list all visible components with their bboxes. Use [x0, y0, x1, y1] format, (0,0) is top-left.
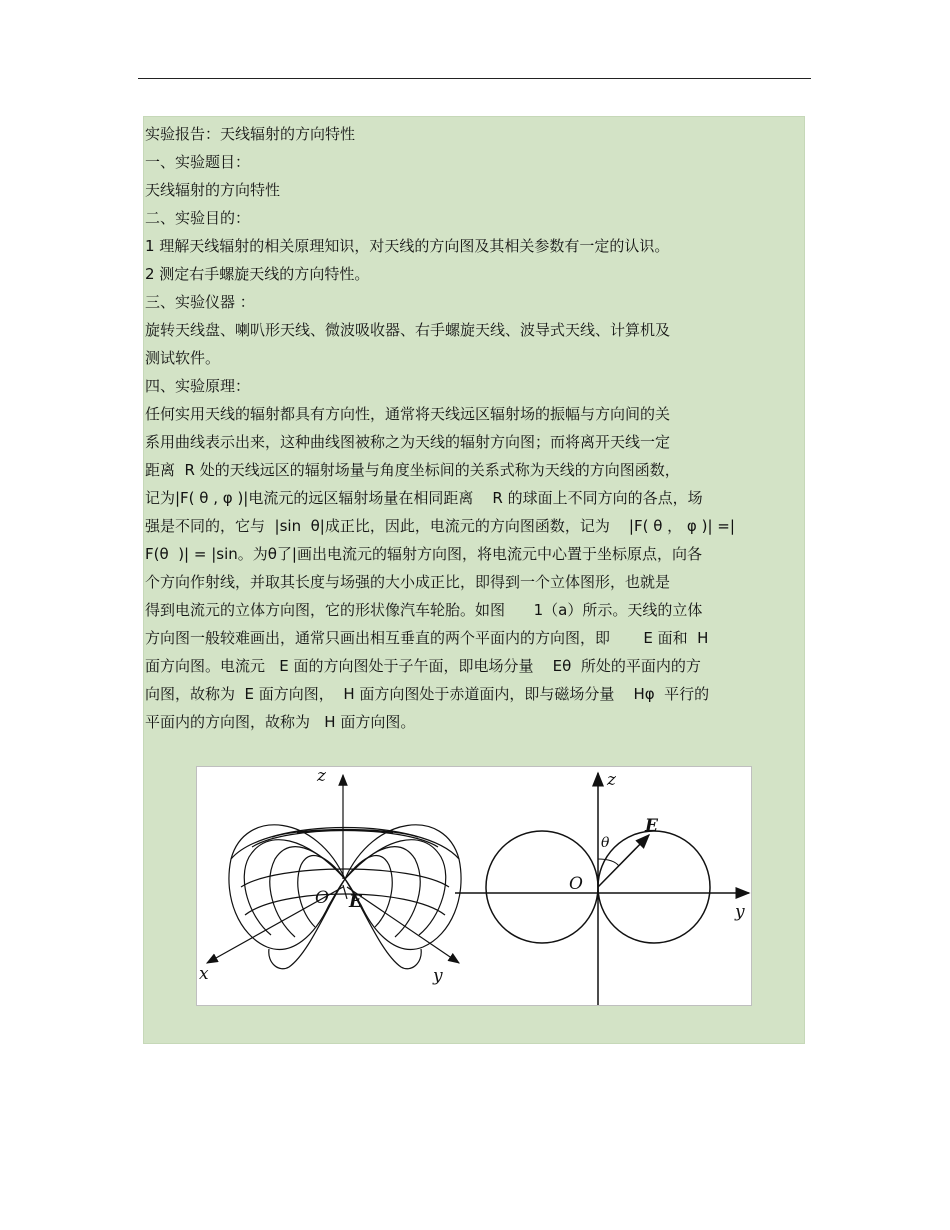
torus-outline-right [345, 825, 461, 950]
text-line: 测试软件。 [145, 349, 221, 367]
label-theta-right: θ [601, 835, 610, 851]
label-y-left: y [433, 966, 443, 986]
e-vector-3d [343, 885, 347, 899]
text-line: 方向图一般较难画出，通常只画出相互垂直的两个平面内的方向图，即 E 面和 H [145, 629, 709, 647]
label-e-left: E [349, 892, 362, 912]
radiation-pattern-figure [196, 766, 752, 1006]
section-heading-2: 二、实验目的： [145, 209, 251, 227]
torus-top-arc [231, 828, 459, 860]
label-z-left: z [317, 767, 326, 786]
top-rule [138, 78, 811, 79]
label-y-right: y [735, 902, 745, 922]
pattern-lobe-right [598, 831, 710, 943]
text-line: 得到电流元的立体方向图，它的形状像汽车轮胎。如图 1（a）所示。天线的立体 [145, 601, 703, 619]
text-line: 2 测定右手螺旋天线的方向特性。 [145, 265, 370, 283]
3d-pattern-diagram [207, 775, 461, 969]
label-origin-right: O [569, 874, 583, 894]
label-z-right: z [607, 770, 616, 790]
label-origin-left: O [315, 888, 329, 908]
torus-ring [245, 894, 445, 915]
text-line: 面方向图。电流元 E 面的方向图处于子午面，即电场分量 Eθ 所处的平面内的方 [145, 657, 701, 675]
torus-ring [252, 831, 438, 848]
text-line: 旋转天线盘、喇叭形天线、微波吸收器、右手螺旋天线、波导式天线、计算机及 [145, 321, 671, 339]
text-line: 向图，故称为 E 面方向图， H 面方向图处于赤道面内，即与磁场分量 Hφ 平行的 [145, 685, 710, 703]
text-line: 个方向作射线，并取其长度与场强的大小成正比，即得到一个立体图形，也就是 [145, 573, 671, 591]
label-x-left: x [199, 964, 209, 984]
text-line: 天线辐射的方向特性 [145, 181, 281, 199]
text-line: 任何实用天线的辐射都具有方向性，通常将天线远区辐射场的振幅与方向间的关 [145, 405, 671, 423]
text-line: 平面内的方向图，故称为 H 面方向图。 [145, 713, 416, 731]
text-line: F(θ )| = |sin。为θ了|画出电流元的辐射方向图，将电流元中心置于坐标原点，向各 [145, 545, 702, 563]
text-line: 记为|F( θ , φ )|电流元的远区辐射场量在相同距离 R 的球面上不同方向的各点，场 [145, 489, 703, 507]
text-line: 强是不同的，它与 |sin θ|成正比，因此，电流元的方向图函数，记为 |F( θ ， φ )| =| [145, 517, 735, 535]
section-heading-3: 三、实验仪器 ： [145, 293, 255, 311]
section-heading-1: 一、实验题目： [145, 153, 251, 171]
e-plane-pattern-diagram [455, 773, 749, 1005]
theta-arc [598, 859, 619, 866]
text-line: 距离 R 处的天线远区的辐射场量与角度坐标间的关系式称为天线的方向图函数， [145, 461, 680, 479]
text-line: 系用曲线表示出来，这种曲线图被称之为天线的辐射方向图；而将离开天线一定 [145, 433, 671, 451]
section-heading-4: 四、实验原理： [145, 377, 251, 395]
report-title: 实验报告：天线辐射的方向特性 [145, 125, 356, 143]
label-e-right: E [645, 816, 658, 836]
report-text [145, 120, 805, 736]
text-line: 1 理解天线辐射的相关原理知识，对天线的方向图及其相关参数有一定的认识。 [145, 237, 670, 255]
radiation-pattern-svg [197, 767, 751, 1005]
